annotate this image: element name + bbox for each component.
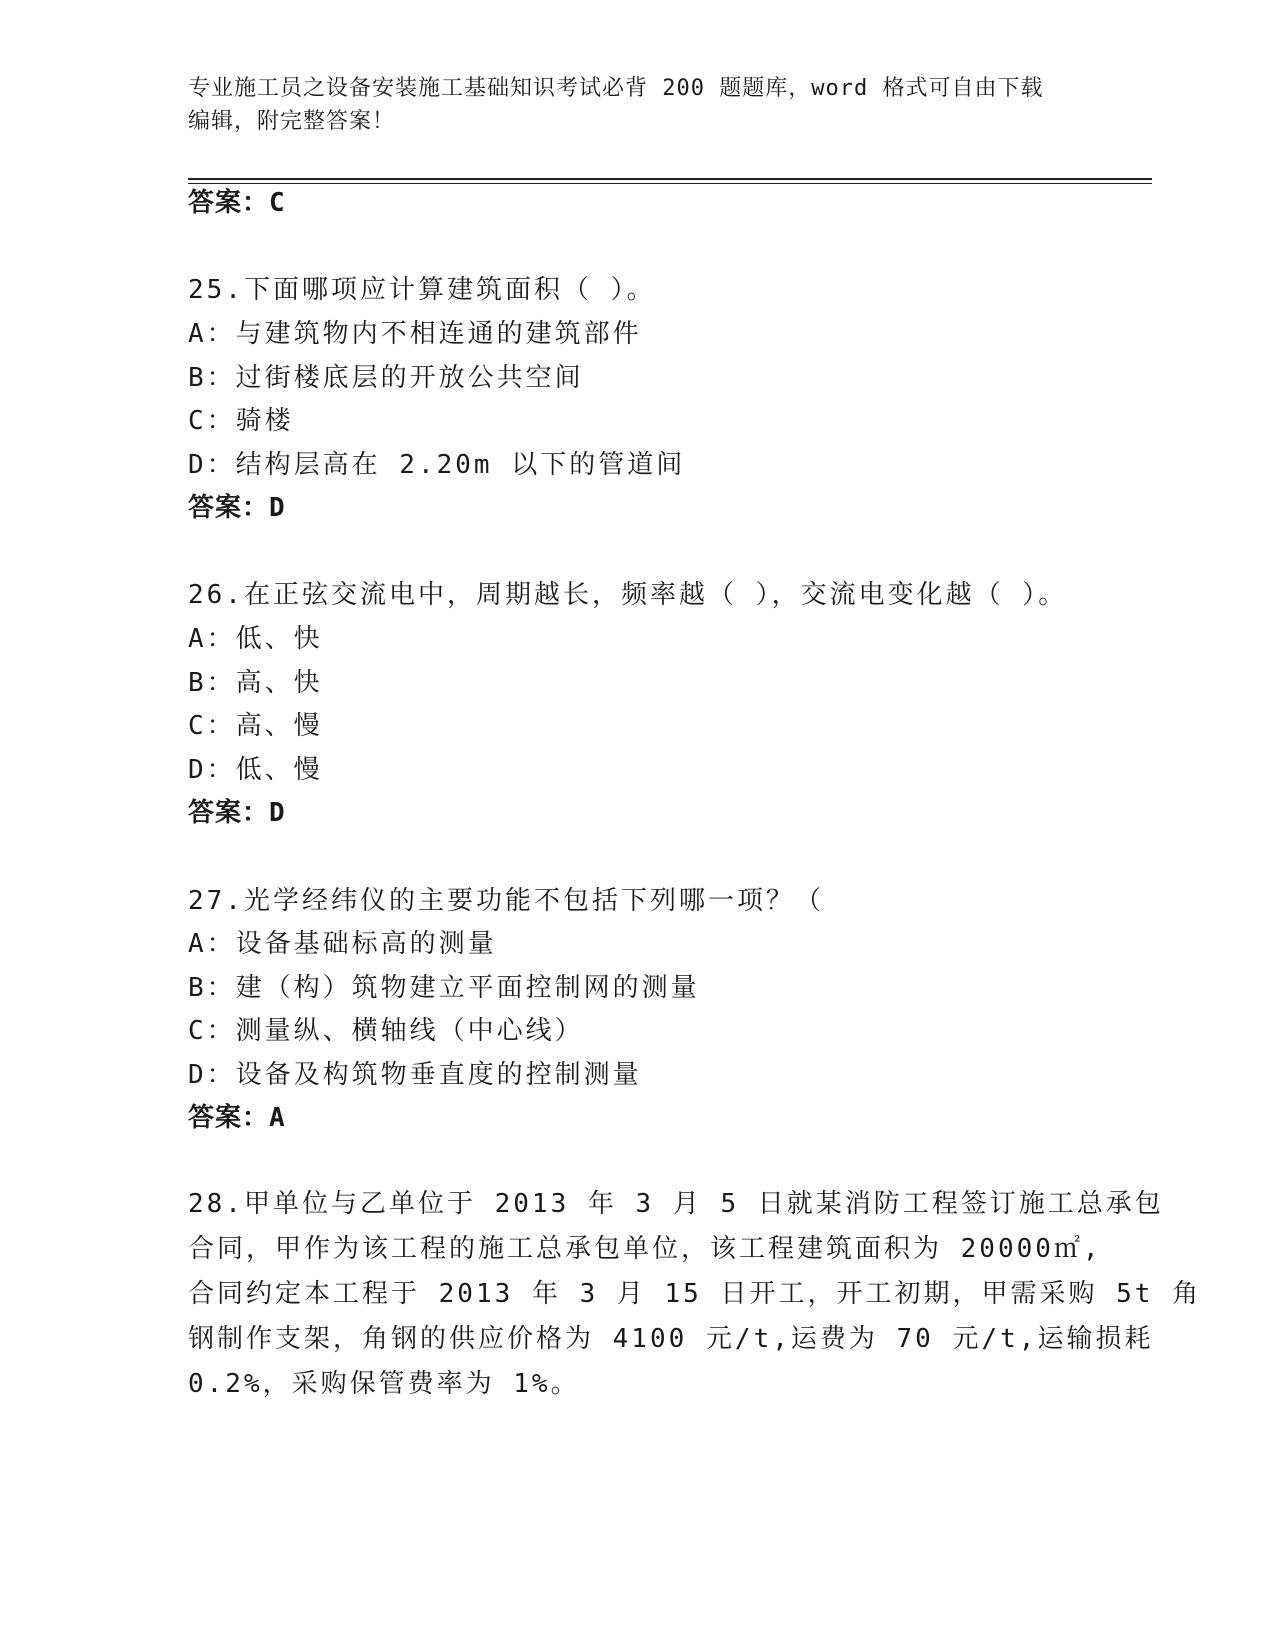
q28-paragraph bbox=[188, 1182, 1202, 1407]
q26-answer: 答案：D bbox=[188, 798, 286, 828]
q28-line-4: 钢制作支架，角钢的供应价格为 4100 元/t,运费为 70 元/t,运输损耗 bbox=[188, 1324, 1154, 1354]
prev-answer: 答案：C bbox=[188, 188, 286, 218]
header-line-1: 专业施工员之设备安装施工基础知识考试必背 200 题题库，word 格式可自由下载 bbox=[188, 76, 1044, 101]
header-divider-thick bbox=[188, 178, 1152, 180]
q27-option-d: D：设备及构筑物垂直度的控制测量 bbox=[188, 1060, 642, 1090]
q25-option-b: B：过街楼底层的开放公共空间 bbox=[188, 363, 584, 393]
q27-answer: 答案：A bbox=[188, 1103, 286, 1133]
q26-question: 26.在正弦交流电中，周期越长，频率越（ ），交流电变化越（ ）。 bbox=[188, 580, 1068, 610]
q26-option-d: D：低、慢 bbox=[188, 755, 323, 785]
q28-line-2: 合同，甲作为该工程的施工总承包单位，该工程建筑面积为 20000㎡, bbox=[188, 1234, 1102, 1264]
header-line-2: 编辑，附完整答案！ bbox=[188, 109, 396, 134]
document-header bbox=[188, 72, 1088, 138]
q25-answer: 答案：D bbox=[188, 493, 286, 523]
q26-option-b: B：高、快 bbox=[188, 668, 323, 698]
q25-option-a: A：与建筑物内不相连通的建筑部件 bbox=[188, 319, 642, 349]
q26-option-a: A：低、快 bbox=[188, 624, 323, 654]
q27-option-a: A：设备基础标高的测量 bbox=[188, 929, 497, 959]
q27-option-c: C：测量纵、横轴线（中心线） bbox=[188, 1016, 584, 1046]
q25-option-c: C：骑楼 bbox=[188, 406, 294, 436]
q27-question: 27.光学经纬仪的主要功能不包括下列哪一项？（ bbox=[188, 886, 824, 916]
header-divider-thin bbox=[188, 183, 1152, 184]
q25-question: 25.下面哪项应计算建筑面积（ ）。 bbox=[188, 275, 656, 305]
q25-option-d: D：结构层高在 2.20m 以下的管道间 bbox=[188, 450, 686, 480]
q28-line-3: 合同约定本工程于 2013 年 3 月 15 日开工，开工初期，甲需采购 5t 角 bbox=[188, 1279, 1202, 1309]
q27-option-b: B：建（构）筑物建立平面控制网的测量 bbox=[188, 973, 700, 1003]
q28-line-1: 28.甲单位与乙单位于 2013 年 3 月 5 日就某消防工程签订施工总承包 bbox=[188, 1189, 1164, 1219]
q26-option-c: C：高、慢 bbox=[188, 711, 323, 741]
q28-line-5: 0.2%，采购保管费率为 1%。 bbox=[188, 1369, 580, 1399]
